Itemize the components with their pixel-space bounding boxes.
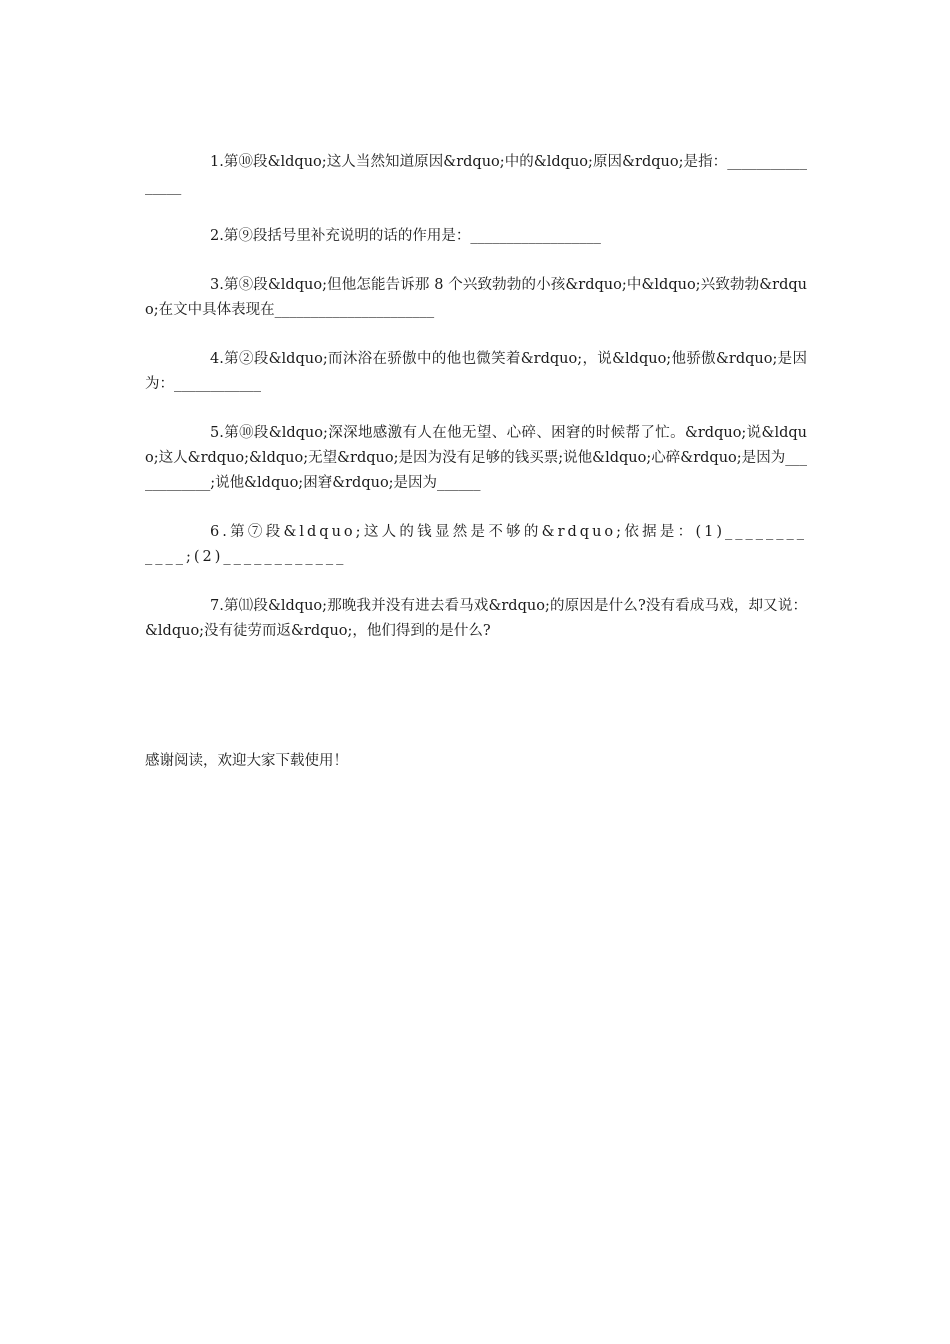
question-list [145, 150, 807, 668]
question-5: 5.第⑩段&ldquo;深深地感激有人在他无望、心碎、困窘的时候帮了忙。&rdquo;说&ldquo;这人&rdquo;&ldquo;无望&rdquo;是因为没有足够的钱买票;说他&ldquo;心碎&rdquo;是因为____________;说他&ldquo;困窘&rdquo;是因为______ [145, 425, 807, 491]
question-6: 6.第⑦段&ldquo;这人的钱显然是不够的&rdquo;依据是：(1)____________;(2)____________ [145, 524, 807, 565]
question-1: 1.第⑩段&ldquo;这人当然知道原因&rdquo;中的&ldquo;原因&rdquo;是指：________________ [145, 154, 807, 195]
question-3: 3.第⑧段&ldquo;但他怎能告诉那 8 个兴致勃勃的小孩&rdquo;中&ldquo;兴致勃勃&rdquo;在文中具体表现在______________________ [145, 277, 807, 318]
question-4: 4.第②段&ldquo;而沐浴在骄傲中的他也微笑着&rdquo;，说&ldquo;他骄傲&rdquo;是因为：____________ [145, 351, 807, 392]
question-2: 2.第⑨段括号里补充说明的话的作用是：__________________ [210, 228, 601, 244]
closing-note: 感谢阅读，欢迎大家下载使用！ [145, 753, 348, 769]
question-7: 7.第⑾段&ldquo;那晚我并没有进去看马戏&rdquo;的原因是什么?没有看成马戏，却又说：&ldquo;没有徒劳而返&rdquo;，他们得到的是什么? [145, 598, 807, 639]
